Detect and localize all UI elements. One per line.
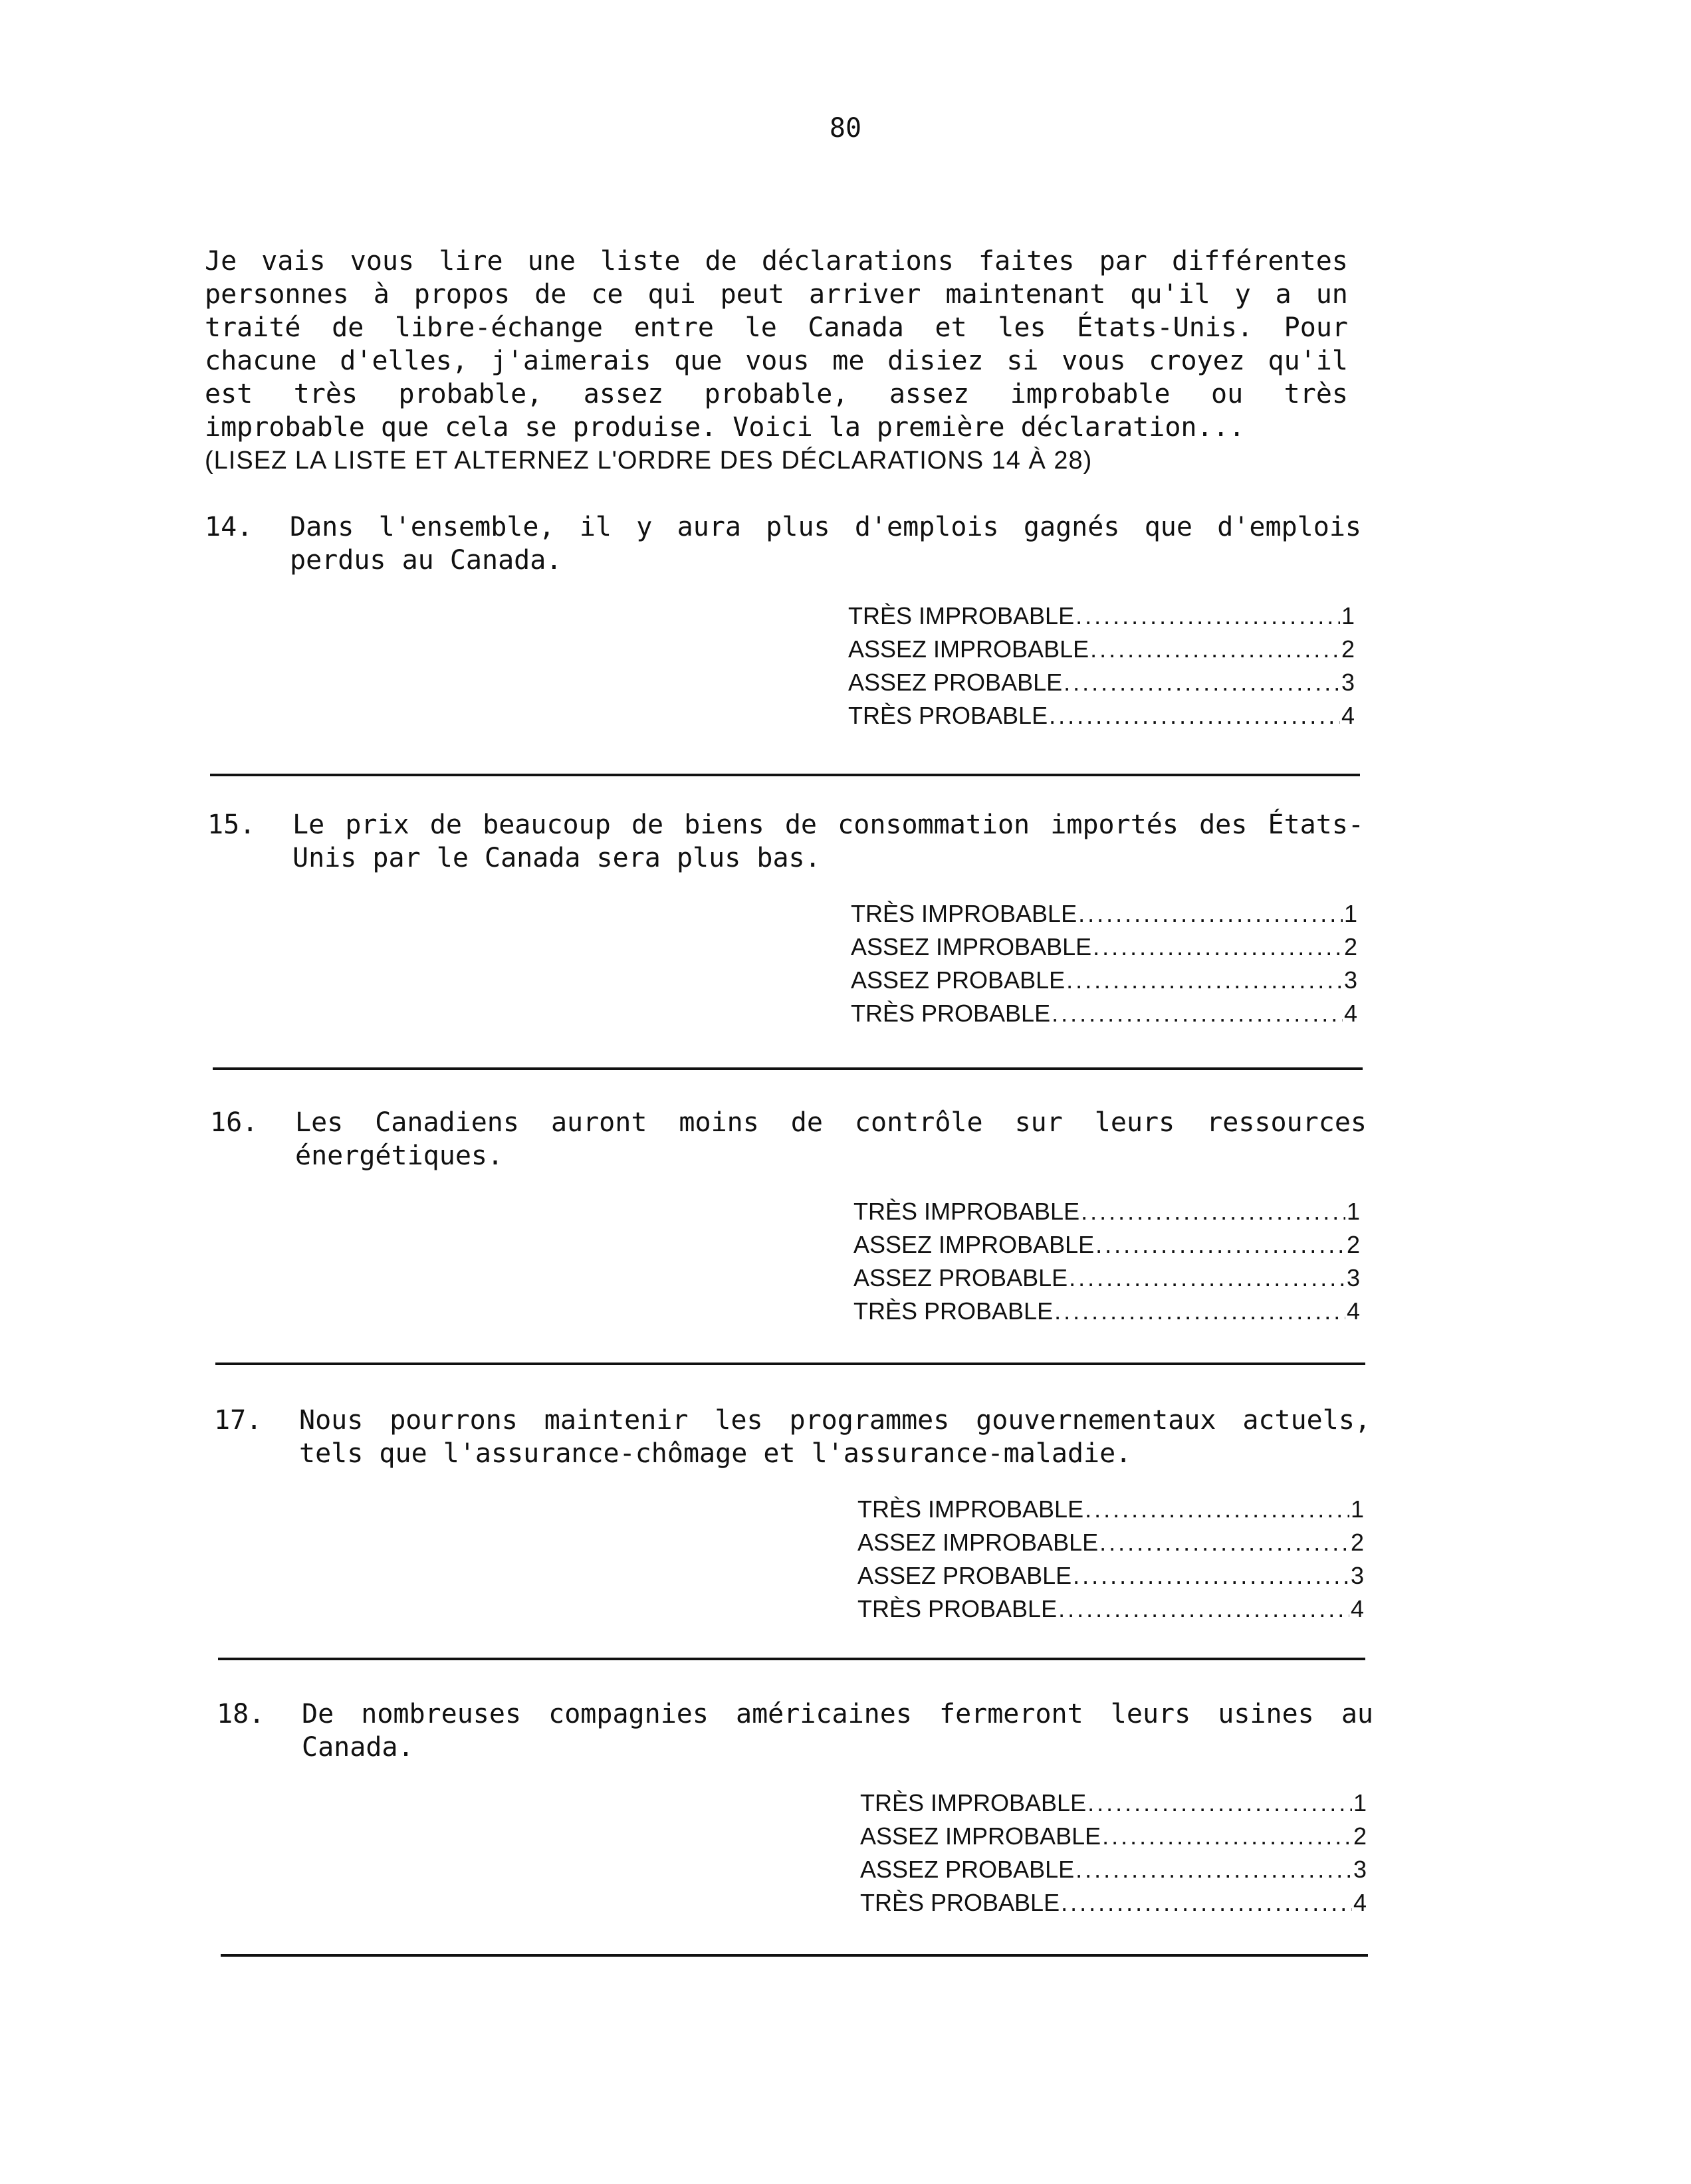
option-code: 4: [1341, 702, 1355, 729]
question-14: [205, 510, 1361, 732]
dot-leader: [1081, 1195, 1345, 1228]
response-option: [851, 930, 1357, 964]
option-code: 4: [1346, 1297, 1360, 1325]
response-option: [857, 1493, 1364, 1526]
response-option: [857, 1592, 1364, 1626]
dot-leader: [1066, 964, 1343, 997]
response-option: [848, 666, 1355, 699]
question-17: [214, 1404, 1371, 1626]
option-label: TRÈS PROBABLE: [848, 702, 1048, 729]
option-label: TRÈS IMPROBABLE: [857, 1495, 1084, 1523]
response-option: [848, 633, 1355, 666]
response-option: [848, 699, 1355, 732]
option-label: ASSEZ PROBABLE: [853, 1264, 1068, 1291]
option-code: 3: [1346, 1264, 1360, 1291]
page-number: 80: [829, 113, 862, 144]
dot-leader: [1069, 1261, 1345, 1295]
interviewer-instruction: (LISEZ LA LISTE ET ALTERNEZ L'ORDRE DES DÉCLARATIONS 14 À 28): [205, 447, 1093, 475]
intro-line: traité de libre-échange entre le Canada et les États-Unis. Pour: [205, 312, 1348, 343]
option-code: 1: [1341, 602, 1355, 629]
intro-line: chacune d'elles, j'aimerais que vous me disiez si vous croyez qu'il: [205, 346, 1348, 376]
option-code: 3: [1343, 966, 1357, 994]
option-label: ASSEZ PROBABLE: [860, 1856, 1075, 1883]
dot-leader: [1049, 699, 1340, 732]
question-18: [217, 1697, 1373, 1919]
question-number: 15.: [207, 810, 256, 840]
option-code: 4: [1343, 1000, 1357, 1027]
question-text: Dans l'ensemble, il y aura plus d'emplois gagnés que d'emplois perdus au Canada.: [290, 512, 1361, 576]
option-label: ASSEZ PROBABLE: [857, 1562, 1072, 1589]
dot-leader: [1061, 1886, 1352, 1919]
intro-paragraph: [205, 245, 1348, 477]
intro-line: personnes à propos de ce qui peut arriver maintenant qu'il y a un: [205, 279, 1348, 310]
dot-leader: [1078, 897, 1343, 930]
section-divider: [221, 1954, 1368, 1957]
option-label: ASSEZ IMPROBABLE: [851, 933, 1092, 960]
option-label: TRÈS PROBABLE: [860, 1889, 1060, 1916]
option-code: 2: [1341, 635, 1355, 663]
option-code: 3: [1350, 1562, 1364, 1589]
option-code: 3: [1353, 1856, 1367, 1883]
question-number: 17.: [214, 1405, 263, 1436]
response-option: [848, 600, 1355, 633]
option-code: 1: [1343, 900, 1357, 927]
question-16: [210, 1106, 1367, 1328]
option-label: ASSEZ IMPROBABLE: [848, 635, 1089, 663]
dot-leader: [1102, 1820, 1352, 1853]
option-code: 4: [1353, 1889, 1367, 1916]
option-code: 2: [1346, 1231, 1360, 1258]
response-option: [860, 1820, 1367, 1853]
option-label: TRÈS IMPROBABLE: [853, 1198, 1080, 1225]
question-number: 14.: [205, 512, 253, 542]
dot-leader: [1090, 633, 1340, 666]
option-label: TRÈS IMPROBABLE: [848, 602, 1075, 629]
question-number: 16.: [210, 1107, 259, 1138]
dot-leader: [1064, 666, 1340, 699]
response-option: [851, 997, 1357, 1030]
response-option: [853, 1195, 1360, 1228]
dot-leader: [1099, 1526, 1349, 1559]
question-number: 18.: [217, 1699, 265, 1729]
question-text: De nombreuses compagnies américaines fermeront leurs usines au Canada.: [302, 1699, 1373, 1763]
section-divider: [218, 1658, 1365, 1660]
dot-leader: [1058, 1592, 1349, 1626]
question-text: Nous pourrons maintenir les programmes gouvernementaux actuels, tels que l'assurance-chômage et l'assurance-maladie.: [299, 1405, 1371, 1469]
dot-leader: [1095, 1228, 1345, 1261]
option-label: TRÈS IMPROBABLE: [851, 900, 1077, 927]
dot-leader: [1075, 600, 1340, 633]
response-option: [860, 1787, 1367, 1820]
option-label: TRÈS PROBABLE: [857, 1595, 1058, 1622]
option-label: TRÈS PROBABLE: [851, 1000, 1051, 1027]
response-option: [851, 964, 1357, 997]
option-label: ASSEZ IMPROBABLE: [853, 1231, 1095, 1258]
question-text: Les Canadiens auront moins de contrôle sur leurs ressources énergétiques.: [295, 1107, 1367, 1171]
option-label: ASSEZ PROBABLE: [851, 966, 1066, 994]
option-label: TRÈS IMPROBABLE: [860, 1789, 1087, 1816]
response-options: [857, 1493, 1364, 1626]
question-15: [207, 808, 1364, 1030]
option-code: 2: [1350, 1529, 1364, 1556]
dot-leader: [1087, 1787, 1352, 1820]
section-divider: [210, 774, 1360, 776]
option-code: 1: [1350, 1495, 1364, 1523]
dot-leader: [1054, 1295, 1345, 1328]
intro-line: improbable que cela se produise. Voici la première déclaration...: [205, 412, 1245, 443]
option-code: 2: [1353, 1822, 1367, 1850]
dot-leader: [1093, 930, 1343, 964]
option-code: 4: [1350, 1595, 1364, 1622]
option-label: ASSEZ IMPROBABLE: [860, 1822, 1101, 1850]
intro-line: est très probable, assez probable, assez improbable ou très: [205, 379, 1348, 409]
response-option: [857, 1526, 1364, 1559]
option-code: 1: [1353, 1789, 1367, 1816]
section-divider: [215, 1363, 1365, 1365]
response-option: [851, 897, 1357, 930]
option-label: TRÈS PROBABLE: [853, 1297, 1054, 1325]
intro-line: Je vais vous lire une liste de déclarations faites par différentes: [205, 246, 1348, 276]
option-label: ASSEZ IMPROBABLE: [857, 1529, 1099, 1556]
option-label: ASSEZ PROBABLE: [848, 669, 1063, 696]
dot-leader: [1075, 1853, 1352, 1886]
dot-leader: [1073, 1559, 1349, 1592]
dot-leader: [1052, 997, 1343, 1030]
response-options: [860, 1787, 1367, 1919]
response-options: [848, 600, 1355, 732]
response-options: [851, 897, 1357, 1030]
response-option: [860, 1853, 1367, 1886]
option-code: 3: [1341, 669, 1355, 696]
option-code: 2: [1343, 933, 1357, 960]
response-option: [853, 1261, 1360, 1295]
question-text: Le prix de beaucoup de biens de consommation importés des États-Unis par le Canada sera plus bas.: [292, 810, 1364, 873]
option-code: 1: [1346, 1198, 1360, 1225]
response-option: [857, 1559, 1364, 1592]
response-option: [853, 1228, 1360, 1261]
response-options: [853, 1195, 1360, 1328]
section-divider: [213, 1067, 1363, 1070]
dot-leader: [1085, 1493, 1349, 1526]
response-option: [853, 1295, 1360, 1328]
response-option: [860, 1886, 1367, 1919]
